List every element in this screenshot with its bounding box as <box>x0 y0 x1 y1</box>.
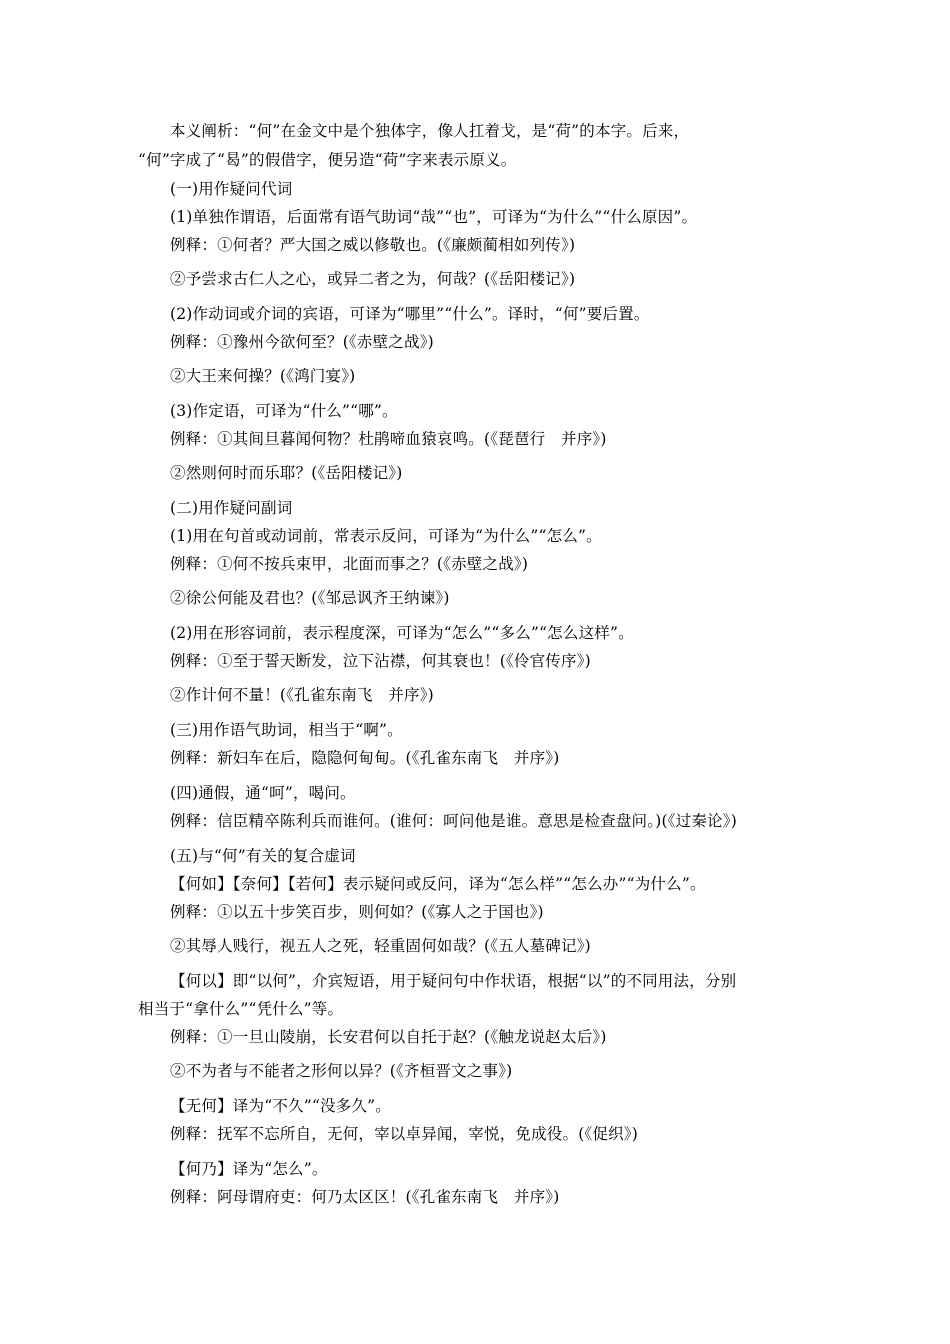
example-line: 例释：①豫州今欲何至？(《赤壁之战》) <box>170 333 434 351</box>
text-line: “何”字成了“曷”的假借字，便另造“荷”字来表示原义。 <box>138 151 517 169</box>
example-line: 例释：①至于誓天断发，泣下沾襟，何其衰也！(《伶官传序》) <box>170 652 591 670</box>
text-line: (1)用在句首或动词前，常表示反问，可译为“为什么”“怎么”。 <box>170 527 602 545</box>
example-line: 例释：①一旦山陵崩，长安君何以自托于赵？(《触龙说赵太后》) <box>170 1028 607 1046</box>
example-line: 例释：阿母谓府吏：何乃太区区！(《孔雀东南飞 并序》) <box>170 1188 560 1206</box>
text-line: 相当于“拿什么”“凭什么”等。 <box>138 1000 344 1018</box>
example-line: ②大王来何操？(《鸿门宴》) <box>170 367 356 385</box>
text-line: (3)作定语，可译为“什么”“哪”。 <box>170 402 398 420</box>
section-heading: (三)用作语气助词，相当于“啊”。 <box>170 721 403 739</box>
text-line: (2)用在形容词前，表示程度深，可译为“怎么”“多么”“怎么这样”。 <box>170 624 634 642</box>
text-line: (1)单独作谓语，后面常有语气助词“哉”“也”，可译为“为什么”“什么原因”。 <box>170 208 698 226</box>
example-line: ②其辱人贱行，视五人之死，轻重固何如哉？(《五人墓碑记》) <box>170 937 591 955</box>
text-line: 【何以】即“以何”，介宾短语，用于疑问句中作状语，根据“以”的不同用法，分别 <box>170 972 737 990</box>
section-heading: (四)通假，通“呵”，喝问。 <box>170 784 356 802</box>
text-line: 【何乃】译为“怎么”。 <box>170 1160 328 1178</box>
text-line: (2)作动词或介词的宾语，可译为“哪里”“什么”。译时，“何”要后置。 <box>170 305 650 323</box>
example-line: 例释：①以五十步笑百步，则何如？(《寡人之于国也》) <box>170 903 544 921</box>
example-line: ②不为者与不能者之形何以异？(《齐桓晋文之事》) <box>170 1062 513 1080</box>
example-line: ②予尝求古仁人之心，或异二者之为，何哉？(《岳阳楼记》) <box>170 270 576 288</box>
example-line: 例释：①其间旦暮闻何物？杜鹃啼血猿哀鸣。(《琵琶行 并序》) <box>170 430 607 448</box>
example-line: ②徐公何能及君也？(《邹忌讽齐王纳谏》) <box>170 589 450 607</box>
text-line: 本义阐析：“何”在金文中是个独体字，像人扛着戈，是“荷”的本字。后来， <box>170 122 690 140</box>
example-line: 例释：抚军不忘所自，无何，宰以卓异闻，宰悦，免成役。(《促织》) <box>170 1125 638 1143</box>
example-line: 例释：①何不按兵束甲，北面而事之？(《赤壁之战》) <box>170 555 529 573</box>
section-heading: (二)用作疑问副词 <box>170 499 293 517</box>
text-line: 【何如】【奈何】【若何】表示疑问或反问，译为“怎么样”“怎么办”“为什么”。 <box>170 875 706 893</box>
example-line: ②作计何不量！(《孔雀东南飞 并序》) <box>170 686 434 704</box>
example-line: 例释：①何者？严大国之威以修敬也。(《廉颇蔺相如列传》) <box>170 236 576 254</box>
section-heading: (一)用作疑问代词 <box>170 180 293 198</box>
example-line: 例释：信臣精卒陈利兵而谁何。(谁何：呵问他是谁。意思是检查盘问。)(《过秦论》) <box>170 812 737 830</box>
text-line: 【无何】译为“不久”“没多久”。 <box>170 1097 391 1115</box>
section-heading: (五)与“何”有关的复合虚词 <box>170 847 356 865</box>
example-line: 例释：新妇车在后，隐隐何甸甸。(《孔雀东南飞 并序》) <box>170 749 560 767</box>
example-line: ②然则何时而乐耶？(《岳阳楼记》) <box>170 464 403 482</box>
